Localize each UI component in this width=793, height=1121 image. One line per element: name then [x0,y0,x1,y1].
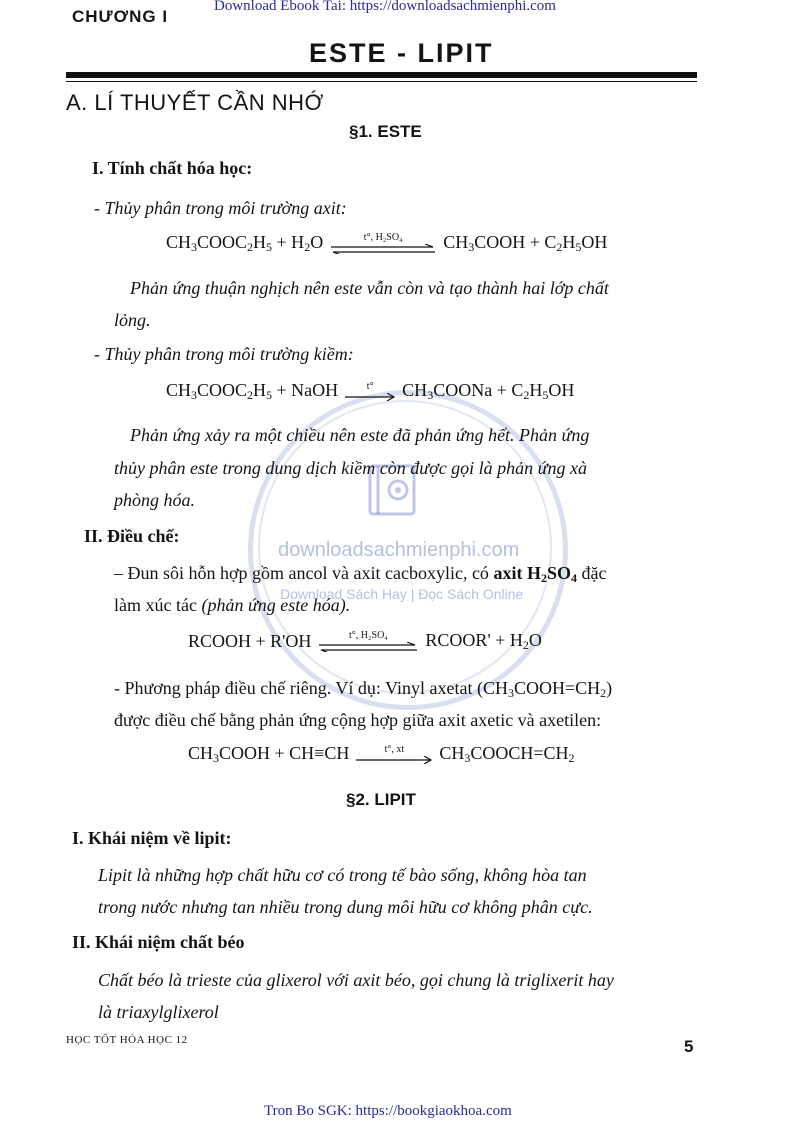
eq1-rhs: $CH_3COOH + C_2H_5OH$ [443,232,608,254]
reversible-arrow-icon [317,642,419,652]
prep-line-4: được điều chế bằng phản ứng cộng hợp giữa axit axetic và axetilen: [114,710,602,730]
eq4-arrow [355,745,433,764]
equation-4 [188,743,575,766]
prep-line-3-text: - Phương pháp điều chế riêng. Ví dụ: Vinyl axetat (CH [114,678,508,698]
lipit-section-title: §2. LIPIT [346,790,416,809]
prep-line-3: - Phương pháp điều chế riêng. Ví dụ: Vinyl axetat $(CH_3COOH=CH_2)$ [114,678,613,700]
h2so4-formula: $H_2SO_4$ [526,563,577,585]
right-arrow-icon [355,756,433,764]
section-a-heading: A. LÍ THUYẾT CẦN NHỚ [66,90,324,115]
header-rule [66,72,697,78]
eq3-condition: t°, H₂SO₄ [349,630,388,641]
equation-1 [166,232,607,255]
reversible-arrow-icon [329,244,437,254]
prep-line-1 [114,563,606,586]
prep-line-1-end: đặc [581,563,607,583]
chapter-label: CHƯƠNG I [72,7,169,26]
este-heading-1: I. Tính chất hóa học: [92,158,253,178]
lipit-heading-2: II. Khái niệm chất béo [72,932,245,952]
equation-2 [166,380,574,403]
eq2-arrow [344,382,396,401]
acid-hydrolysis-label: - Thủy phân trong môi trường axit: [94,198,347,218]
fat-def-line-1: Chất béo là trieste của glixerol với axit béo, gọi chung là triglixerit hay [98,970,614,990]
eq4-condition: t°, xt [384,744,405,755]
download-link[interactable]: Download Ebook Tai: https://downloadsachmienphi.com [214,0,556,14]
book-title-footer: HỌC TỐT HÓA HỌC 12 [66,1034,188,1046]
eq1-arrow [329,233,437,254]
acid-note-line-2: lỏng. [114,310,151,330]
page-number: 5 [684,1037,694,1056]
eq4-lhs: $CH_3COOH + CH\equiv CH$ [188,743,350,765]
prep-line-1-text: – Đun sôi hỗn hợp gồm ancol và axit cacboxylic, có [114,563,489,583]
eq1-lhs: $CH_3COOC_2H_5 + H_2O$ [166,232,324,254]
header-rule-thin [66,81,697,82]
eq2-condition: t° [366,381,374,392]
prep-line-2 [114,595,350,616]
este-section-title: §1. ESTE [349,122,422,141]
eq4-rhs: $CH_3COOCH=CH_2$ [439,743,575,765]
eq3-rhs: RCOOR' + $H_2O$ [425,630,542,652]
page-title: ESTE - LIPIT [309,38,494,68]
prep-line-3-end: COOH=CH [513,678,601,698]
base-note-line-3: phòng hóa. [114,490,195,510]
watermark-site: downloadsachmienphi.com [278,539,520,561]
eq3-arrow [317,631,419,652]
eq2-rhs: $CH_3COONa + C_2H_5OH$ [402,380,575,402]
fat-def-line-2: là triaxylglixerol [98,1002,219,1022]
eq3-lhs: RCOOH + R'OH [188,631,312,651]
eq1-condition: t°, H₂SO₄ [363,232,403,243]
lipit-def-line-1: Lipit là những hợp chất hữu cơ có trong tế bào sống, không hòa tan [98,865,587,885]
este-heading-2: II. Điều chế: [84,526,180,546]
lipit-heading-1: I. Khái niệm về lipit: [72,828,232,848]
prep-line-1-bold: axit [493,563,523,583]
base-note-line-2: thủy phân este trong dung dịch kiềm còn được gọi là phản ứng xà [114,458,587,478]
acid-note-line-1: Phản ứng thuận nghịch nên este vẫn còn và tạo thành hai lớp chất [130,278,609,298]
eq2-lhs: $CH_3COOC_2H_5$ + NaOH [166,380,339,402]
watermark-tagline: Download Sách Hay | Đọc Sách Online [280,586,524,602]
prep-line-2-text: làm xúc tác [114,595,197,615]
right-arrow-icon [344,393,396,401]
base-note-line-1: Phản ứng xảy ra một chiều nên este đã phản ứng hết. Phản ứng [130,425,590,445]
prep-line-2-italic: (phản ứng este hóa). [201,595,351,615]
bottom-link[interactable]: Tron Bo SGK: https://bookgiaokhoa.com [264,1103,512,1119]
base-hydrolysis-label: - Thủy phân trong môi trường kiềm: [94,344,354,364]
equation-3 [188,630,542,653]
lipit-def-line-2: trong nước nhưng tan nhiều trong dung môi hữu cơ không phân cực. [98,897,593,917]
